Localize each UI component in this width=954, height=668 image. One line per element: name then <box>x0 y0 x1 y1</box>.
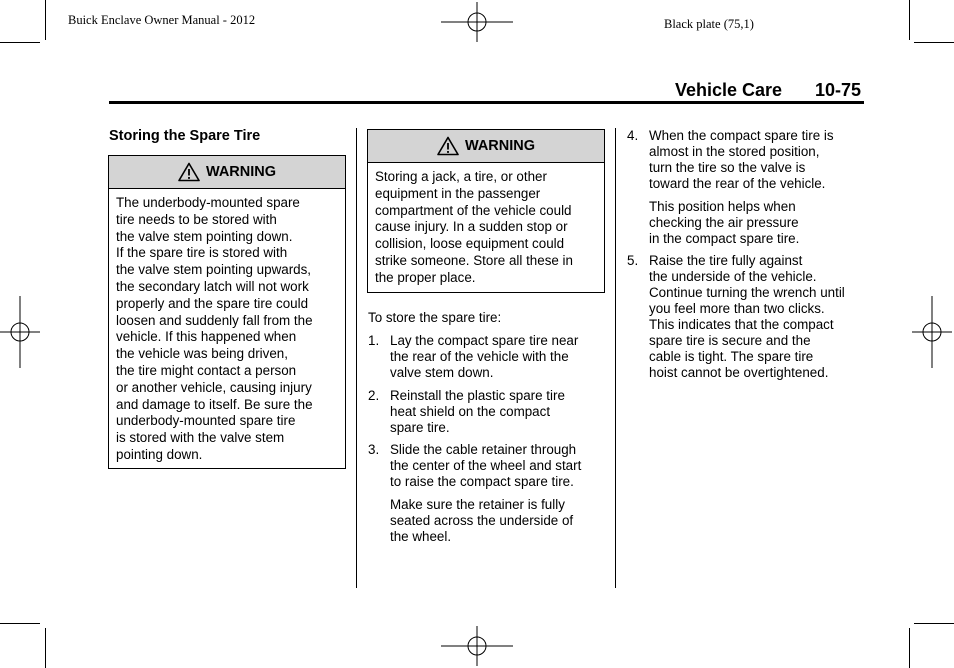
warning-line: Storing a jack, a tire, or other <box>375 169 547 184</box>
warning-line: compartment of the vehicle could <box>375 202 572 218</box>
step-line: spare tire is secure and the <box>649 333 811 348</box>
warning-line: loosen and suddenly fall from the <box>116 312 313 328</box>
warning-line: the secondary latch will not work <box>116 278 309 294</box>
crop-mark <box>45 0 46 40</box>
step-line: Raise the tire fully against <box>649 253 803 268</box>
list-item <box>627 253 867 383</box>
warning-triangle-icon <box>437 136 459 156</box>
step-line: you feel more than two clicks. <box>649 301 825 316</box>
list-item <box>627 128 867 194</box>
warning-line: or another vehicle, causing injury <box>116 379 312 395</box>
manual-title: Buick Enclave Owner Manual - 2012 <box>68 13 256 27</box>
step-line: When the compact spare tire is <box>649 128 834 143</box>
step-number: 2. <box>368 388 380 403</box>
note-line: This position helps when <box>649 199 796 214</box>
note-line: in the compact spare tire. <box>649 231 800 246</box>
column-divider <box>356 128 357 588</box>
step-line: the center of the wheel and start <box>390 458 582 473</box>
plate-label: Black plate (75,1) <box>664 17 754 31</box>
step-line: Reinstall the plastic spare tire <box>390 388 565 403</box>
step-line: spare tire. <box>390 420 450 435</box>
warning-box <box>367 129 605 293</box>
warning-line: the tire might contact a person <box>116 362 297 378</box>
header-rule <box>109 101 864 104</box>
note-line: the wheel. <box>390 529 452 544</box>
warning-line: the valve stem pointing down. <box>116 228 293 244</box>
page-number: 10-75 <box>815 80 862 100</box>
warning-line: properly and the spare tire could <box>116 295 309 311</box>
warning-triangle-icon <box>178 162 200 182</box>
registration-mark-icon <box>441 626 513 666</box>
warning-line: pointing down. <box>116 446 203 462</box>
warning-text <box>109 189 345 470</box>
step-number: 3. <box>368 442 380 457</box>
column-divider <box>615 128 616 588</box>
intro-text: To store the spare tire: <box>368 310 502 325</box>
step-line: the rear of the vehicle with the <box>390 349 569 364</box>
section-title: Vehicle Care <box>675 80 783 100</box>
step-number: 5. <box>627 253 639 268</box>
registration-mark-icon <box>0 296 40 368</box>
crop-mark <box>914 623 954 624</box>
warning-line: cause injury. In a sudden stop or <box>375 219 568 235</box>
step-number: 1. <box>368 333 380 348</box>
step-line: Lay the compact spare tire near <box>390 333 579 348</box>
step-line: Slide the cable retainer through <box>390 442 577 457</box>
step-line: This indicates that the compact <box>649 317 834 332</box>
registration-mark-icon <box>912 296 952 368</box>
registration-mark-icon <box>441 2 513 42</box>
warning-line: the vehicle was being driven, <box>116 346 288 362</box>
crop-mark <box>0 623 40 624</box>
warning-line: If the spare tire is stored with <box>116 245 288 261</box>
step-line: valve stem down. <box>390 365 494 380</box>
subheading: Storing the Spare Tire <box>109 128 261 144</box>
warning-line: strike someone. Store all these in <box>375 252 573 268</box>
note-line: Make sure the retainer is fully <box>390 497 565 512</box>
step-note <box>649 199 869 249</box>
list-item <box>368 388 608 438</box>
warning-text <box>368 163 604 293</box>
warning-line: tire needs to be stored with <box>116 211 277 227</box>
list-item <box>368 442 608 492</box>
step-line: to raise the compact spare tire. <box>390 474 574 489</box>
warning-line: and damage to itself. Be sure the <box>116 396 313 412</box>
warning-line: underbody-mounted spare tire <box>116 413 296 429</box>
step-line: turn the tire so the valve is <box>649 160 806 175</box>
warning-line: the valve stem pointing upwards, <box>116 262 312 278</box>
warning-line: the proper place. <box>375 269 476 285</box>
note-line: seated across the underside of <box>390 513 574 528</box>
warning-line: The underbody-mounted spare <box>116 195 300 210</box>
crop-mark <box>909 628 910 668</box>
step-line: hoist cannot be overtightened. <box>649 365 829 380</box>
step-number: 4. <box>627 128 639 143</box>
warning-header <box>368 130 604 163</box>
warning-box <box>108 155 346 469</box>
list-item <box>368 333 608 383</box>
crop-mark <box>914 42 954 43</box>
warning-line: is stored with the valve stem <box>116 430 285 446</box>
warning-label: WARNING <box>205 164 277 180</box>
step-line: almost in the stored position, <box>649 144 820 159</box>
warning-header <box>109 156 345 189</box>
crop-mark <box>0 42 40 43</box>
step-line: toward the rear of the vehicle. <box>649 176 826 191</box>
crop-mark <box>45 628 46 668</box>
step-line: cable is tight. The spare tire <box>649 349 814 364</box>
warning-label: WARNING <box>464 138 536 154</box>
step-line: heat shield on the compact <box>390 404 551 419</box>
warning-line: collision, loose equipment could <box>375 236 565 252</box>
step-note <box>390 497 610 547</box>
warning-line: equipment in the passenger <box>375 185 541 201</box>
warning-line: vehicle. If this happened when <box>116 329 297 345</box>
crop-mark <box>909 0 910 40</box>
step-line: Continue turning the wrench until <box>649 285 845 300</box>
note-line: checking the air pressure <box>649 215 799 230</box>
step-line: the underside of the vehicle. <box>649 269 817 284</box>
